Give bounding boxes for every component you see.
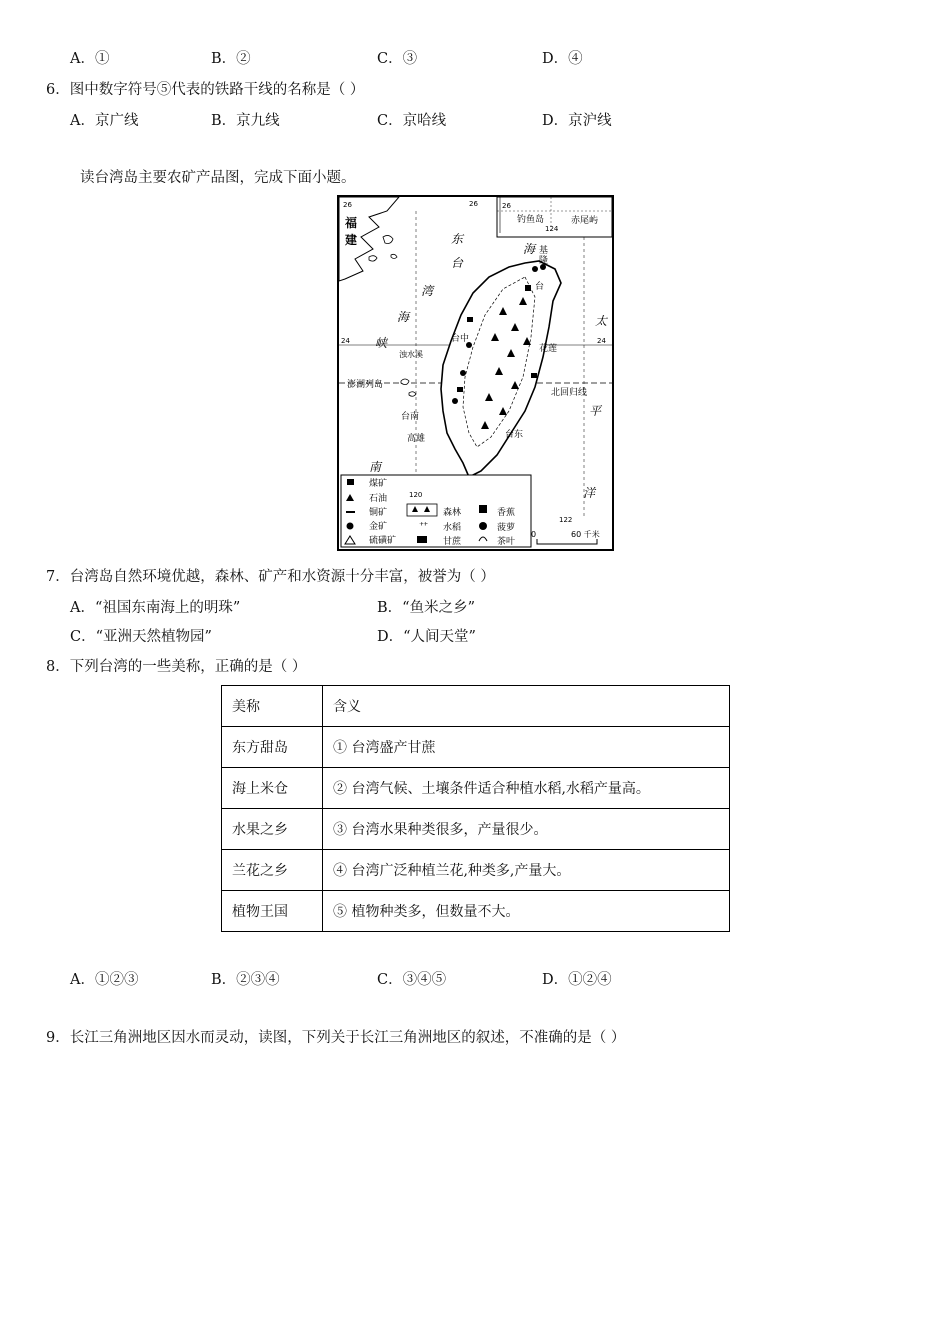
section-intro: 读台湾岛主要农矿产品图，完成下面小题。 bbox=[80, 170, 356, 186]
q8-option-d[interactable]: D．①②④ bbox=[542, 972, 612, 988]
table-cell: ④ 台湾广泛种植兰花,种类多,产量大。 bbox=[323, 850, 730, 891]
table-cell: 水果之乡 bbox=[222, 809, 323, 850]
legend-sulfur: 硫磺矿 bbox=[369, 536, 397, 546]
legend-pineapple: 菠萝 bbox=[497, 523, 516, 533]
q8-option-a[interactable]: A．①②③ bbox=[70, 972, 139, 988]
sea-east-label-1: 东 bbox=[451, 232, 464, 246]
q5-option-b[interactable]: B．② bbox=[211, 51, 251, 67]
table-header-cell: 含义 bbox=[323, 686, 730, 727]
lat-26-label-inset: 26 bbox=[502, 202, 511, 210]
q7-option-b[interactable]: B．“鱼米之乡” bbox=[377, 600, 475, 616]
keelung-label-1: 基 bbox=[539, 246, 549, 256]
q5-option-a[interactable]: A．① bbox=[70, 51, 110, 67]
table-cell: 东方甜岛 bbox=[222, 727, 323, 768]
q9-stem: 9．长江三角洲地区因水而灵动，读图，下列关于长江三角洲地区的叙述，不准确的是（ ） bbox=[46, 1030, 626, 1046]
lat-24-label-b: 24 bbox=[597, 337, 606, 345]
q6-option-d[interactable]: D．京沪线 bbox=[542, 113, 612, 129]
scale-label: 60 千米 bbox=[571, 530, 600, 539]
pacific-label-3: 洋 bbox=[583, 486, 596, 500]
scale-bar bbox=[537, 539, 597, 544]
q8-table bbox=[221, 685, 730, 932]
table-cell: ② 台湾气候、土壤条件适合种植水稻,水稻产量高。 bbox=[323, 768, 730, 809]
table-cell: ③ 台湾水果种类很多，产量很少。 bbox=[323, 809, 730, 850]
sea-east-label-2: 海 bbox=[523, 242, 536, 256]
q7-option-a[interactable]: A．“祖国东南海上的明珠” bbox=[70, 600, 241, 616]
legend-gold: 金矿 bbox=[369, 522, 388, 532]
taizhong-label: 台中 bbox=[451, 334, 470, 344]
q6-option-a[interactable]: A．京广线 bbox=[70, 113, 139, 129]
table-header-row bbox=[222, 686, 730, 727]
table-cell: ① 台湾盛产甘蔗 bbox=[323, 727, 730, 768]
legend-rice: 水稻 bbox=[443, 523, 462, 533]
diaoyu-label: 钓鱼岛 bbox=[517, 215, 545, 225]
table-cell: ⑤ 植物种类多，但数量不大。 bbox=[323, 891, 730, 932]
pacific-label-1: 太 bbox=[595, 314, 608, 328]
legend-sugarcane: 甘蔗 bbox=[443, 537, 462, 547]
tainan-label: 台南 bbox=[401, 412, 420, 422]
q8-option-c[interactable]: C．③④⑤ bbox=[377, 972, 447, 988]
q7-option-d[interactable]: D．“人间天堂” bbox=[377, 629, 476, 645]
legend-copper: 铜矿 bbox=[369, 508, 388, 518]
legend-banana: 香蕉 bbox=[497, 508, 516, 518]
lat-26-label-a: 26 bbox=[343, 201, 352, 209]
lon-122-label: 122 bbox=[559, 516, 573, 524]
lon-120-label: 120 bbox=[409, 491, 423, 499]
q7-stem: 7．台湾岛自然环境优越，森林、矿产和水资源十分丰富，被誉为（ ） bbox=[46, 569, 495, 585]
table-row bbox=[222, 768, 730, 809]
q8-stem: 8．下列台湾的一些美称，正确的是（ ） bbox=[46, 659, 307, 675]
table-header-cell: 美称 bbox=[222, 686, 323, 727]
taiwan-products-map bbox=[337, 195, 614, 551]
tropic-label: 北回归线 bbox=[551, 388, 588, 398]
q8-option-b[interactable]: B．②③④ bbox=[211, 972, 280, 988]
lon-124-label: 124 bbox=[545, 225, 559, 233]
lat-26-label-b: 26 bbox=[469, 200, 478, 208]
q5-option-c[interactable]: C．③ bbox=[377, 51, 418, 67]
legend-tea: 茶叶 bbox=[497, 537, 516, 547]
strait-label-2: 湾 bbox=[421, 284, 434, 298]
legend-coal: 煤矿 bbox=[369, 479, 388, 489]
scale-zero: 0 bbox=[531, 530, 537, 539]
table-cell: 植物王国 bbox=[222, 891, 323, 932]
q7-option-c[interactable]: C．“亚洲天然植物园” bbox=[70, 629, 212, 645]
q6-option-c[interactable]: C．京哈线 bbox=[377, 113, 447, 129]
q5-option-d[interactable]: D．④ bbox=[542, 51, 583, 67]
q6-stem: 6．图中数字符号⑤代表的铁路干线的名称是（ ） bbox=[46, 82, 365, 98]
keelung-label-2: 隆 bbox=[539, 256, 549, 266]
taibei-label: 台 bbox=[535, 282, 545, 292]
penghu-label: 澎湖列岛 bbox=[347, 380, 384, 390]
zhuoshui-label: 浊水溪 bbox=[399, 350, 423, 359]
chiwei-label: 赤尾屿 bbox=[571, 216, 599, 226]
south-sea-label-1: 南 bbox=[369, 460, 382, 474]
table-row bbox=[222, 809, 730, 850]
legend-oil: 石油 bbox=[369, 494, 388, 504]
pacific-label-2: 平 bbox=[589, 404, 602, 418]
table-row bbox=[222, 891, 730, 932]
taiwan-island bbox=[441, 261, 561, 477]
table-row bbox=[222, 850, 730, 891]
table-cell: 海上米仓 bbox=[222, 768, 323, 809]
strait-label-1: 台 bbox=[451, 256, 464, 270]
lat-24-label-a: 24 bbox=[341, 337, 350, 345]
gaoxiong-label: 高雄 bbox=[407, 434, 426, 444]
fujian-label-2: 建 bbox=[345, 233, 358, 247]
table-cell: 兰花之乡 bbox=[222, 850, 323, 891]
svg-text:⺿: ⺿ bbox=[419, 523, 429, 533]
legend-forest: 森林 bbox=[443, 508, 462, 518]
q6-option-b[interactable]: B．京九线 bbox=[211, 113, 280, 129]
strait-label-4: 峡 bbox=[375, 336, 388, 350]
hualian-label: 花莲 bbox=[539, 344, 558, 354]
fujian-label-1: 福 bbox=[345, 216, 358, 230]
taidong-label: 台东 bbox=[505, 430, 524, 440]
table-row bbox=[222, 727, 730, 768]
strait-label-3: 海 bbox=[397, 310, 410, 324]
